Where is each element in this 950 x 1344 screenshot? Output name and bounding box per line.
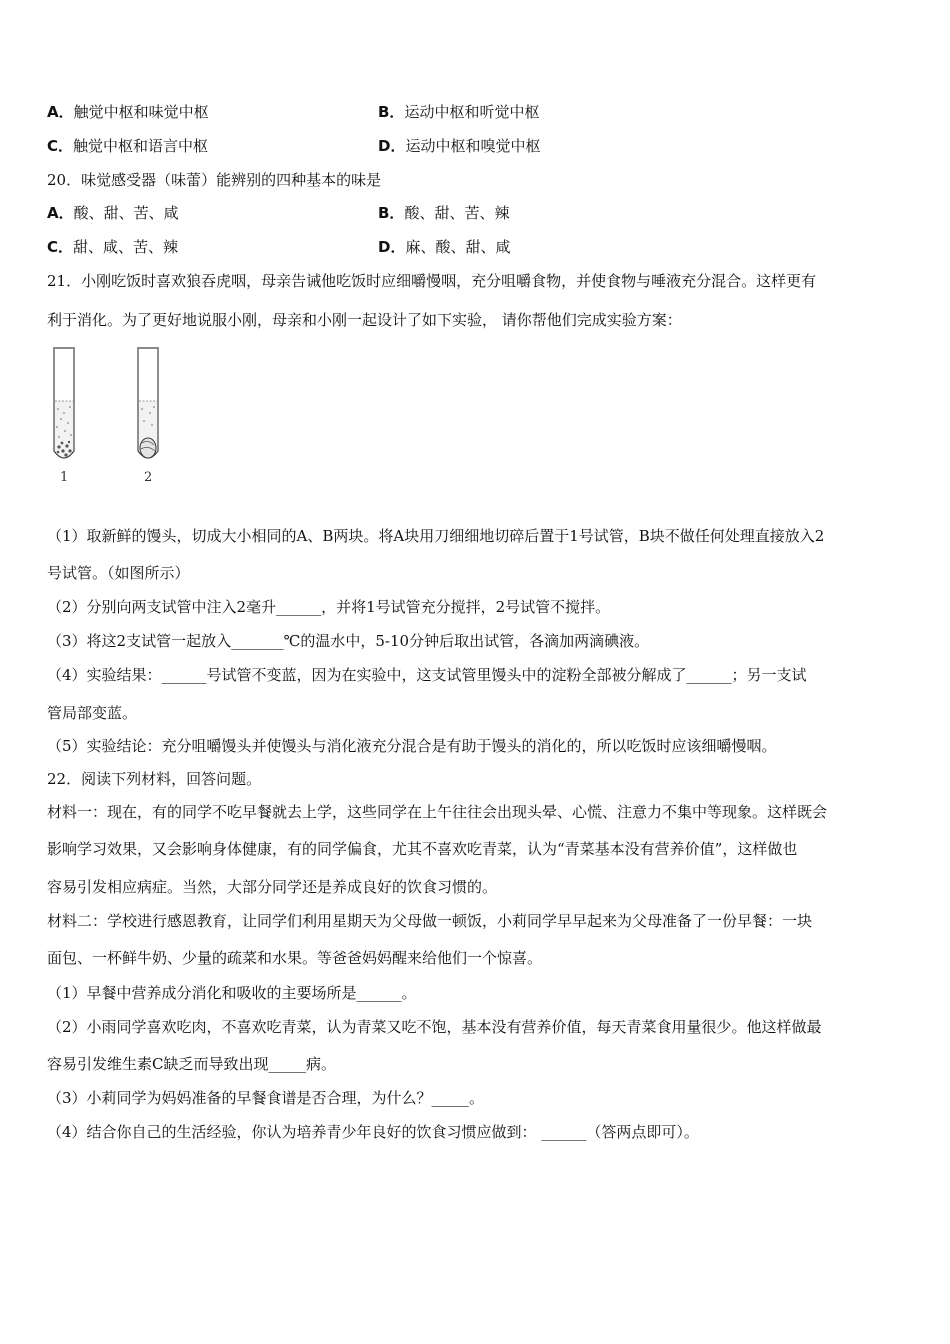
q21-step5: （5）实验结论：充分咀嚼馒头并使馒头与消化液充分混合是有助于馒头的消化的，所以吃饭时应该细嚼慢咽。 xyxy=(47,737,777,755)
q20-option-c xyxy=(47,237,178,257)
q19-option-c xyxy=(47,136,208,156)
q21-step4-line2: 管局部变蓝。 xyxy=(47,704,138,722)
q22-stem: 22．阅读下列材料，回答问题。 xyxy=(47,770,262,788)
test-tube-2 xyxy=(137,348,159,458)
option-text: 麻、酸、甜、咸 xyxy=(405,238,511,256)
option-text: 酸、甜、苦、咸 xyxy=(73,204,179,222)
option-text: 酸、甜、苦、辣 xyxy=(404,204,510,222)
q21-step3: （3）将这2支试管一起放入_______℃的温水中，5-10分钟后取出试管，各滴加两滴碘液。 xyxy=(47,632,650,650)
option-text: 触觉中枢和语言中枢 xyxy=(73,137,209,155)
option-text: 触觉中枢和味觉中枢 xyxy=(73,103,209,121)
test-tube-1 xyxy=(53,348,75,458)
q22-material2-line1: 材料二：学校进行感恩教育，让同学们利用星期天为父母做一顿饭，小莉同学早早起来为父母准备了一份早餐：一块 xyxy=(47,912,813,930)
q22-material1-line3: 容易引发相应病症。当然，大部分同学还是养成良好的饮食习惯的。 xyxy=(47,878,498,896)
q22-sub3: （3）小莉同学为妈妈准备的早餐食谱是否合理，为什么？_____。 xyxy=(47,1089,485,1107)
q21-stem-line1: 21．小刚吃饭时喜欢狼吞虎咽，母亲告诫他吃饭时应细嚼慢咽，充分咀嚼食物，并使食物与唾液充分混合。这样更有 xyxy=(47,272,817,290)
q22-sub4: （4）结合你自己的生活经验，你认为培养青少年良好的饮食习惯应做到： ______（答两点即可）。 xyxy=(47,1123,699,1141)
option-key: C． xyxy=(47,137,74,155)
q20-option-b xyxy=(378,203,509,223)
q22-material2-line2: 面包、一杯鲜牛奶、少量的疏菜和水果。等爸爸妈妈醒来给他们一个惊喜。 xyxy=(47,949,543,967)
option-text: 运动中枢和嗅觉中枢 xyxy=(405,137,541,155)
q20-option-d xyxy=(378,237,510,257)
option-key: A． xyxy=(47,103,74,121)
option-key: D． xyxy=(378,238,406,256)
test-tube-figure xyxy=(40,343,180,493)
option-key: B． xyxy=(378,103,405,121)
option-key: D． xyxy=(378,137,406,155)
q21-step2: （2）分别向两支试管中注入2毫升______，并将1号试管充分搅拌，2号试管不搅拌。 xyxy=(47,598,611,616)
q19-option-d xyxy=(378,136,540,156)
tube-label-1: 1 xyxy=(60,470,69,485)
option-key: B． xyxy=(378,204,405,222)
tube-label-2: 2 xyxy=(144,470,153,485)
option-text: 甜、咸、苦、辣 xyxy=(73,238,179,256)
q21-step1-line2: 号试管。（如图所示） xyxy=(47,564,190,582)
option-key: A． xyxy=(47,204,74,222)
q21-step1-line1: （1）取新鲜的馒头，切成大小相同的A、B两块。将A块用刀细细地切碎后置于1号试管，B块不做任何处理直接放入2 xyxy=(47,527,825,545)
q22-sub2-line1: （2）小雨同学喜欢吃肉，不喜欢吃青菜，认为青菜又吃不饱，基本没有营养价值，每天青菜食用量很少。他这样做最 xyxy=(47,1018,822,1036)
q19-option-b xyxy=(378,102,539,122)
q21-stem-line2: 利于消化。为了更好地说服小刚，母亲和小刚一起设计了如下实验， 请你帮他们完成实验方案： xyxy=(47,311,682,329)
q19-option-a xyxy=(47,102,209,122)
q20-stem: 20．味觉感受器（味蕾）能辨别的四种基本的味是 xyxy=(47,171,382,189)
q22-sub1: （1）早餐中营养成分消化和吸收的主要场所是______。 xyxy=(47,984,417,1002)
q22-material1-line2: 影响学习效果，又会影响身体健康，有的同学偏食，尤其不喜欢吃青菜，认为“青菜基本没有营养价值”，这样做也 xyxy=(47,840,798,858)
q22-sub2-line2: 容易引发维生素C缺乏而导致出现_____病。 xyxy=(47,1055,336,1073)
option-text: 运动中枢和听觉中枢 xyxy=(404,103,540,121)
q21-step4-line1: （4）实验结果：______号试管不变蓝，因为在实验中，这支试管里馒头中的淀粉全部被分解成了______；另一支试 xyxy=(47,666,807,684)
q22-material1-line1: 材料一：现在，有的同学不吃早餐就去上学，这些同学在上午往往会出现头晕、心慌、注意力不集中等现象。这样既会 xyxy=(47,803,828,821)
q20-option-a xyxy=(47,203,179,223)
option-key: C． xyxy=(47,238,74,256)
